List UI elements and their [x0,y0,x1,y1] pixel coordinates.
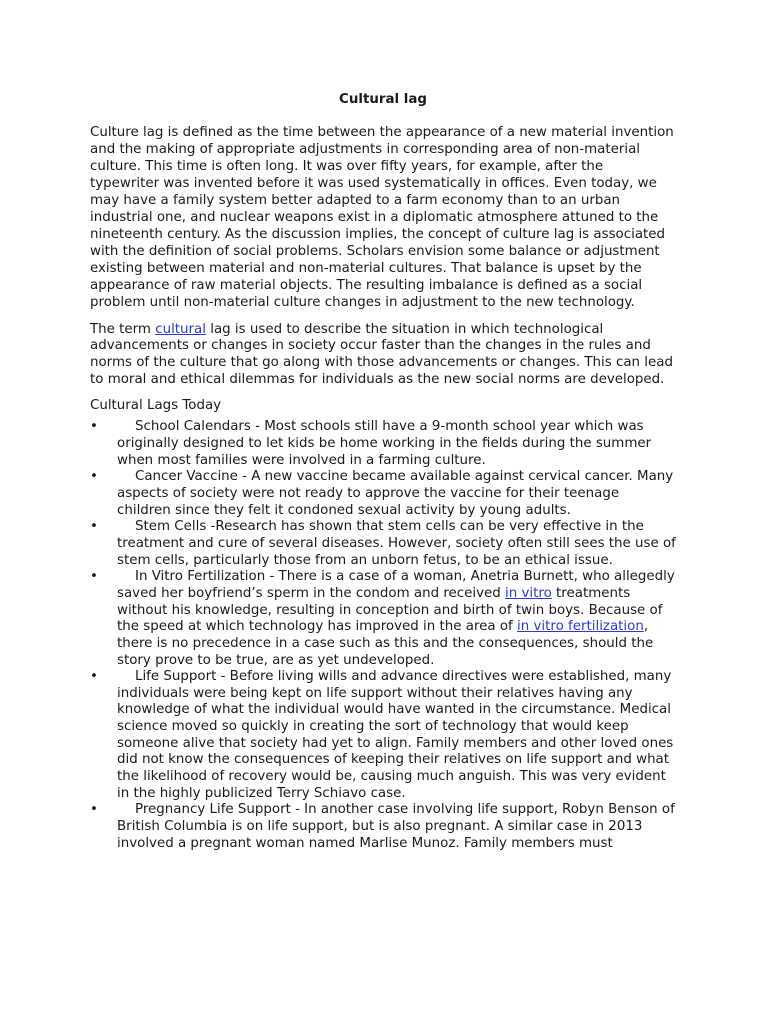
list-item-stem-cells [90,519,676,569]
list-item-school-calendars [90,419,676,469]
list-item-text: Pregnancy Life Support - In another case involving life support, Robyn Benson of British Columbia is on life support, but is also pregnant. A similar case in 2013 involved a pregnant woman named Marlise Munoz. Family members must [117,802,675,851]
cultural-lags-list [90,419,676,852]
section-heading: Cultural Lags Today [90,398,222,414]
list-item-text: Life Support - Before living wills and advance directives were established, many individuals were being kept on life support without their relatives having any knowledge of what the individual would have wanted in the circumstance. Medical science moved so quickly in creating the sort of technology that would keep someone alive that society had yet to align. Family members and other loved ones did not know the consequences of keeping their relatives on life support and what the likelihood of recovery would be, causing much anguish. This was very evident in the highly publicized Terry Schiavo case. [117,669,674,801]
list-item-text: treatments without his knowledge, resulting in conception and birth of twin boys. Because of the speed at which technology has improved in the area of [117,585,663,635]
list-item-text: , there is no precedence in a case such as this and the consequences, should the story prove to be true, are as yet undeveloped. [117,619,654,668]
paragraph-term [90,322,676,389]
bullet-icon: • [90,469,98,485]
list-item-text: Cancer Vaccine - A new vaccine became available against cervical cancer. Many aspects of society were not ready to approve the vaccine for their teenage children since they felt it condoned sexual activity by young adults. [117,469,674,518]
bullet-icon: • [90,669,98,685]
list-item-pregnancy-life-support [90,802,676,852]
list-item-cancer-vaccine [90,469,676,519]
paragraph-term-text-end: lag is used to describe the situation in which technological advancements or changes in society occur faster than the changes in the rules and norms of the culture that go along with those advancements or changes. This can lead to moral and ethical dilemmas for individuals as the new social norms are developed. [90,321,673,387]
bullet-icon: • [90,802,98,818]
bullet-icon: • [90,419,98,435]
bullet-icon: • [90,519,98,535]
paragraph-term-text-start: The term [90,321,156,337]
link-cultural[interactable]: cultural [155,321,206,337]
list-item-life-support [90,669,676,802]
bullet-icon: • [90,569,98,585]
list-item-text: Stem Cells -Research has shown that stem cells can be very effective in the treatment and cure of several diseases. However, society often still sees the use of stem cells, particularly those from an unborn fetus, to be an ethical issue. [117,519,676,568]
link-in-vitro[interactable]: in vitro [505,585,552,601]
list-item-in-vitro [90,569,676,669]
list-item-text: In Vitro Fertilization - There is a case of a woman, Anetria Burnett, who allegedly saved her boyfriend’s sperm in the condom and received [117,569,675,601]
paragraph-definition: Culture lag is defined as the time between the appearance of a new material invention and the making of appropriate adjustments in corresponding area of non-material culture. This time is often long. It was over fifty years, for example, after the typewriter was invented before it was used systematically in offices. Even today, we may have a family system better adapted to a farm economy than to an urban industrial one, and nuclear weapons exist in a diplomatic atmosphere attuned to the nineteenth century. As the discussion implies, the concept of culture lag is associated with the definition of social problems. Scholars envision some balance or adjustment existing between material and non-material cultures. That balance is upset by the appearance of raw material objects. The resulting imbalance is defined as a social problem until non-material culture changes in adjustment to the new technology. [90,125,674,311]
page-title: Cultural lag [339,92,427,107]
link-in-vitro-fertilization[interactable]: in vitro fertilization [517,619,644,635]
list-item-text: School Calendars - Most schools still have a 9-month school year which was originally designed to let kids be home working in the fields during the summer when most families were involved in a farming culture. [117,419,652,468]
